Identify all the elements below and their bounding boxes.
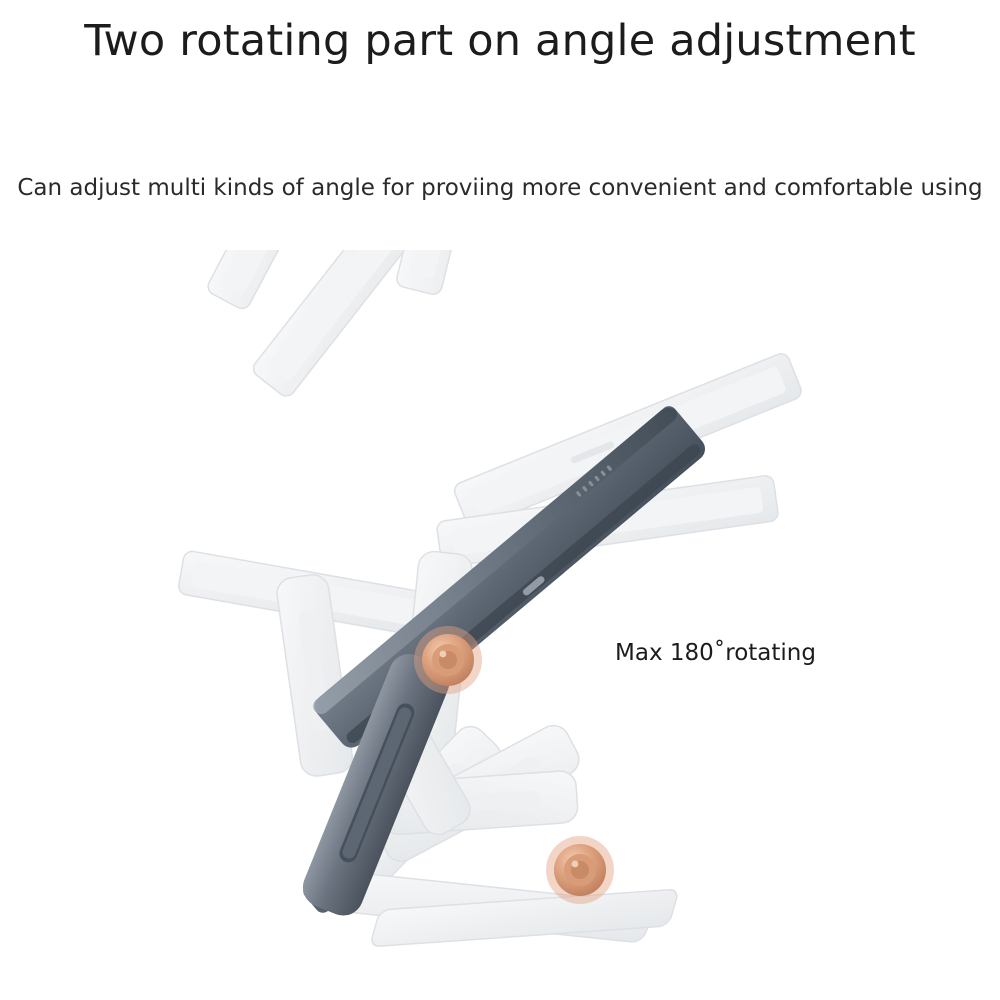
ghost-tablet-3: [395, 250, 512, 296]
page-subtitle: Can adjust multi kinds of angle for proviing more convenient and comfortable using: [17, 175, 983, 201]
upper-hinge: [414, 626, 482, 694]
lower-hinge: [546, 836, 614, 904]
product-illustration: [0, 250, 1000, 1000]
ghost-tablet-2: [250, 250, 503, 400]
page-title: Two rotating part on angle adjustment: [84, 16, 916, 66]
tablet: [310, 403, 710, 753]
rotation-callout-label: Max 180˚rotating: [615, 640, 816, 666]
stand-illustration-svg: [0, 250, 1000, 1000]
